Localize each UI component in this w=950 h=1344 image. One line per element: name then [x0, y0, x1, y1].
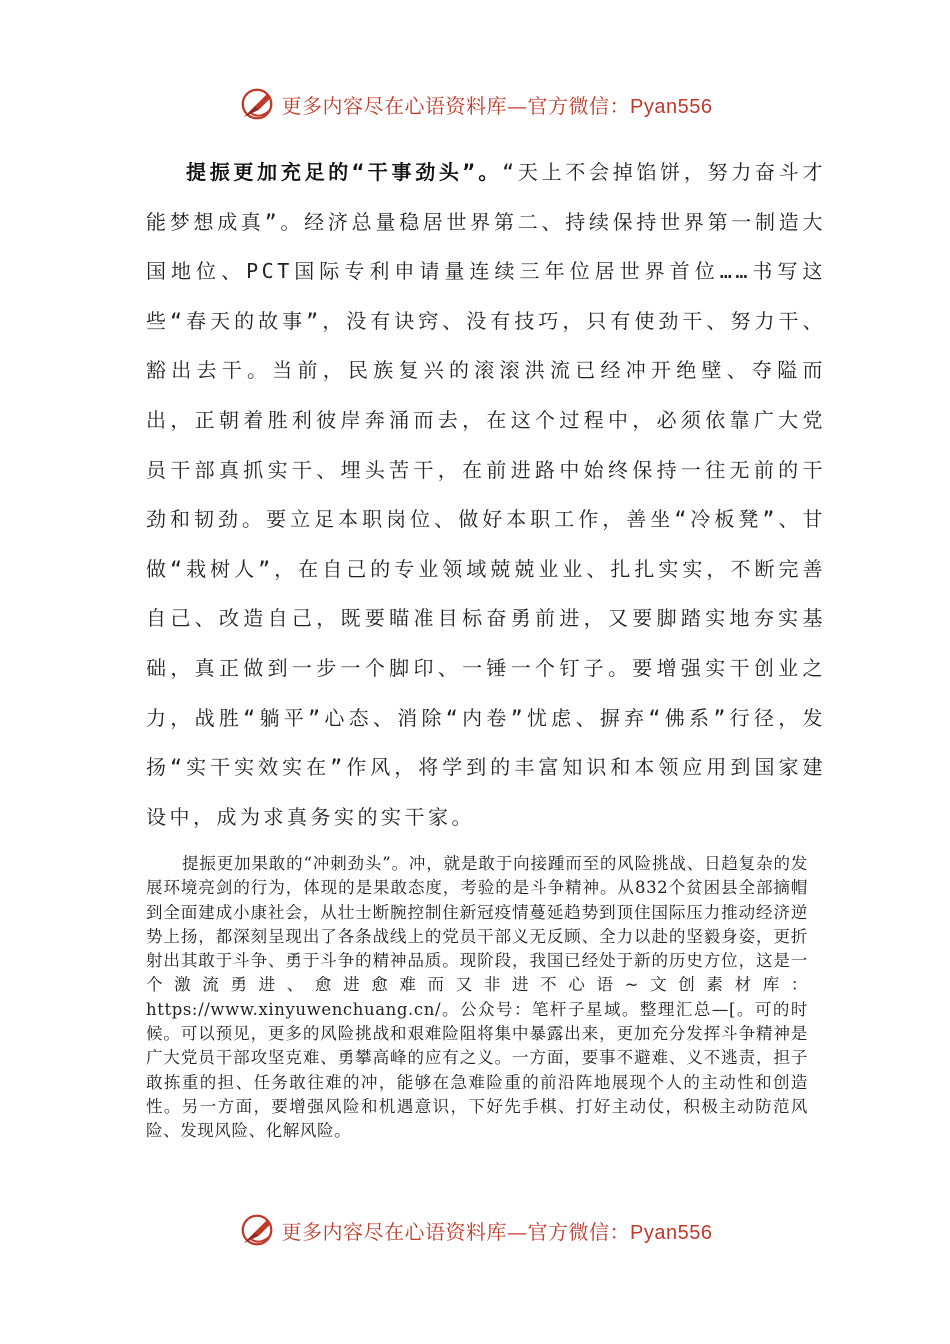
header-banner-text: 更多内容尽在心语资料库—官方微信：Pyan556: [281, 93, 713, 118]
pen-logo-icon: [238, 1211, 276, 1249]
footer-banner: [0, 1208, 950, 1252]
paragraph-1-body: “天上不会掉馅饼，努力奋斗才能梦想成真”。经济总量稳居世界第二、持续保持世界第一制造大国地位、PCT国际专利申请量连续三年位居世界首位……书写这些“春天的故事”，没有诀窍、没有技巧，只有使劲干、努力干、豁出去干。当前，民族复兴的滚滚洪流已经冲开绝壁、夺隘而出，正朝着胜利彼岸奔涌而去，在这个过程中，必须依靠广大党员干部真抓实干、埋头苦干，在前进路中始终保持一往无前的干劲和韧劲。要立足本职岗位、做好本职工作，善坐“冷板凳”、甘做“栽树人”，在自己的专业领域兢兢业业、扎扎实实，不断完善自己、改造自己，既要瞄准目标奋勇前进，又要脚踏实地夯实基础，真正做到一步一个脚印、一锤一个钉子。要增强实干创业之力，战胜“躺平”心态、消除“内卷”忧虑、摒弃“佛系”行径，发扬“实干实效实在”作风，将学到的丰富知识和本领应用到国家建设中，成为求真务实的实干家。: [146, 160, 826, 829]
pen-logo-icon: [238, 85, 276, 123]
paragraph-2: 提振更加果敢的“冲刺劲头”。冲，就是敢于向接踵而至的风险挑战、日趋复杂的发展环境亮剑的行为，体现的是果敢态度，考验的是斗争精神。从832个贫困县全部摘帽到全面建成小康社会，从壮士断腕控制住新冠疫情蔓延趋势到顶住国际压力推动经济逆势上扬，都深刻呈现出了各条战线上的党员干部义无反顾、全力以赴的坚毅身姿，更折射出其敢于斗争、勇于斗争的精神品质。现阶段，我国已经处于新的历史方位，这是一个激流勇进、愈进愈难而又非进不心语~文创素材库：https://www.xinyuwenchuang.cn/。公众号：笔杆子星域。整理汇总—[。可的时候。可以预见，更多的风险挑战和艰难险阻将集中暴露出来，更加充分发挥斗争精神是广大党员干部攻坚克难、勇攀高峰的应有之义。一方面，要事不避难、义不逃责，担子敢拣重的担、任务敢往难的冲，能够在急难险重的前沿阵地展现个人的主动性和创造性。另一方面，要增强风险和机遇意识，下好先手棋、打好主动仗，积极主动防范风险、发现风险、化解风险。: [146, 854, 808, 1141]
footer-wechat-id: Pyan556: [630, 1221, 713, 1244]
paragraph-1-lead: 提振更加充足的“干事劲头”。: [186, 160, 503, 184]
footer-banner-text: 更多内容尽在心语资料库—官方微信：Pyan556: [281, 1219, 713, 1244]
header-banner: [0, 82, 950, 126]
header-wechat-id: Pyan556: [630, 95, 713, 118]
paragraph-1: [146, 148, 826, 842]
